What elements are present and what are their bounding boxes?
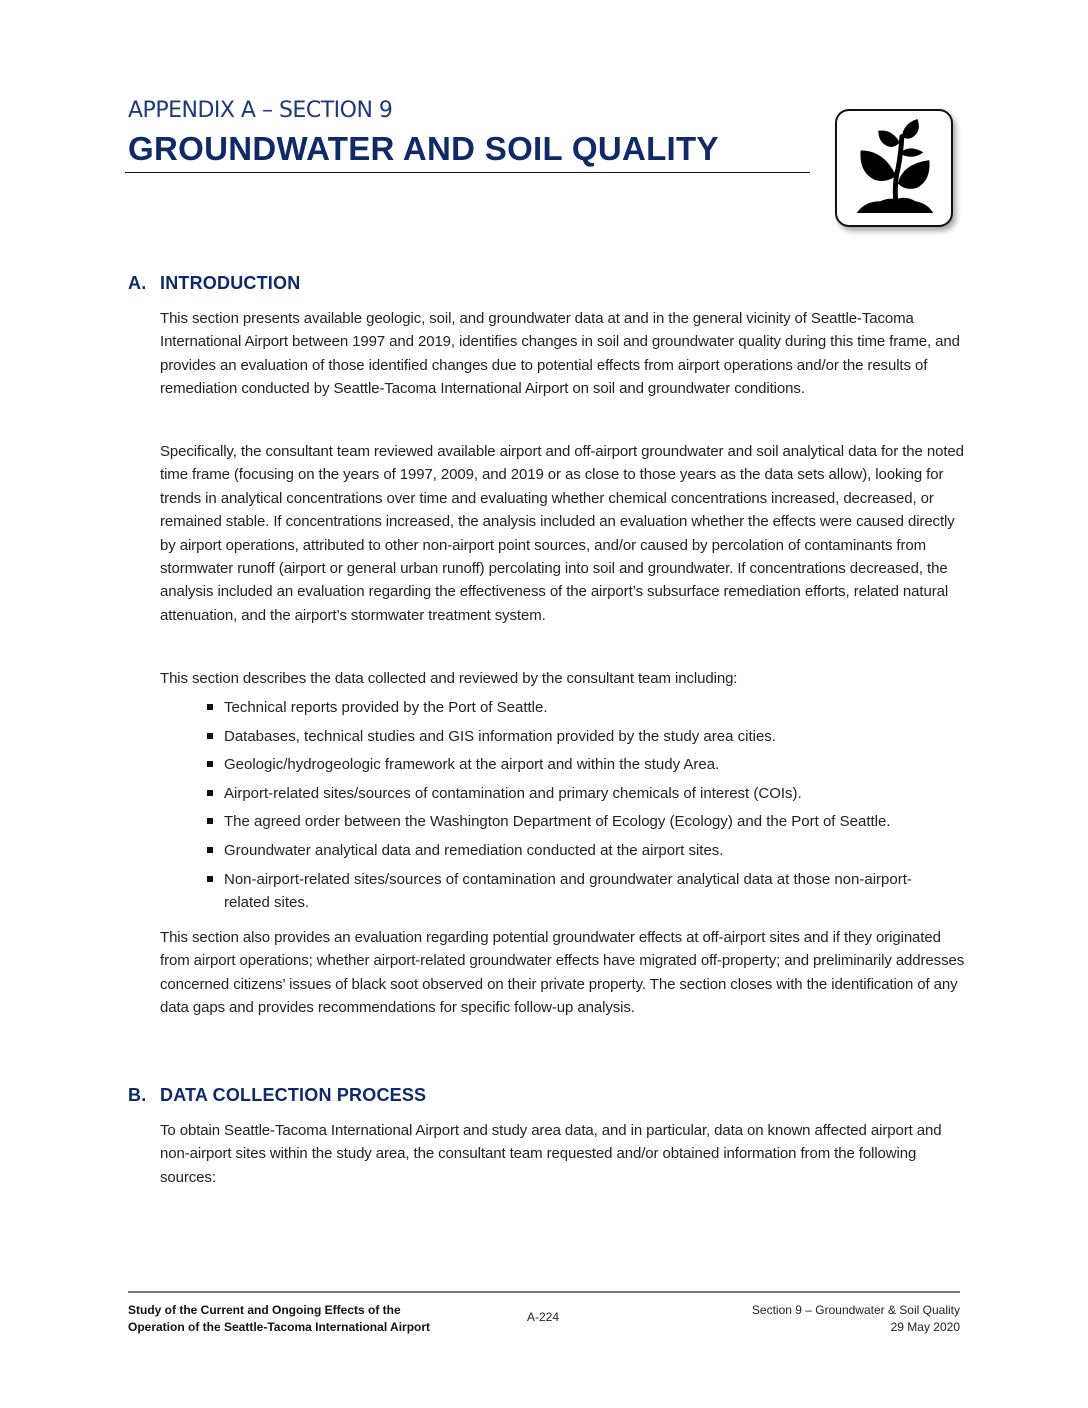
intro-paragraph-3: This section describes the data collected and reviewed by the consultant team including: <box>160 670 738 687</box>
list-item: Non-airport-related sites/sources of contamination and groundwater analytical data at those non-airport-related sites. <box>205 868 945 915</box>
appendix-kicker: APPENDIX A – SECTION 9 <box>128 98 393 123</box>
square-bullet-icon <box>207 704 213 710</box>
square-bullet-icon <box>207 790 213 796</box>
section-heading-introduction <box>128 273 300 294</box>
square-bullet-icon <box>207 876 213 882</box>
plant-seedling-icon <box>835 109 953 227</box>
footer-section-info: Section 9 – Groundwater & Soil Quality 29 May 2020 <box>751 1303 960 1334</box>
square-bullet-icon <box>207 818 213 824</box>
section-heading-data-collection <box>128 1085 426 1106</box>
section-letter: B. <box>128 1085 147 1105</box>
list-item: Technical reports provided by the Port of Seattle. <box>205 696 945 719</box>
data-sources-list <box>205 696 945 920</box>
list-item: Airport-related sites/sources of contamination and primary chemicals of interest (COIs). <box>205 782 945 805</box>
page-title: GROUNDWATER AND SOIL QUALITY <box>128 130 719 167</box>
footer-study-title: Study of the Current and Ongoing Effects of the Operation of the Seattle-Tacoma International Airport <box>128 1303 431 1334</box>
square-bullet-icon <box>207 761 213 767</box>
data-collection-paragraph: To obtain Seattle-Tacoma International Airport and study area data, and in particular, data on known affected airport and non-airport sites within the study area, the consultant team requested and/or obtained information from the following sources: <box>160 1122 942 1186</box>
page-number: A-224 <box>527 1310 560 1324</box>
list-item: Geologic/hydrogeologic framework at the airport and within the study Area. <box>205 753 945 776</box>
square-bullet-icon <box>207 847 213 853</box>
list-item: Groundwater analytical data and remediation conducted at the airport sites. <box>205 839 945 862</box>
square-bullet-icon <box>207 733 213 739</box>
section-letter: A. <box>128 273 147 293</box>
footer-divider <box>128 1291 960 1293</box>
section-title: DATA COLLECTION PROCESS <box>160 1085 427 1105</box>
list-item: Databases, technical studies and GIS information provided by the study area cities. <box>205 725 945 748</box>
intro-closing-paragraph: This section also provides an evaluation regarding potential groundwater effects at off-airport sites and if they originated from airport operations; whether airport-related groundwater effects have migrated off-property; and preliminarily addresses concerned citizens’ issues of black soot observed on their private property. The section closes with the identification of any data gaps and provides recommendations for specific follow-up analysis. <box>160 929 965 1017</box>
title-underline <box>125 172 810 173</box>
list-item: The agreed order between the Washington Department of Ecology (Ecology) and the Port of Seattle. <box>205 810 945 833</box>
intro-paragraph-1: This section presents available geologic, soil, and groundwater data at and in the general vicinity of Seattle-Tacoma International Airport between 1997 and 2019, identifies changes in soil and groundwater quality during this time frame, and provides an evaluation of those identified changes due to potential effects from airport operations and/or the results of remediation conducted by Seattle-Tacoma International Airport on soil and groundwater conditions. <box>160 310 960 398</box>
intro-paragraph-2: Specifically, the consultant team reviewed available airport and off-airport groundwater and soil analytical data for the noted time frame (focusing on the years of 1997, 2009, and 2019 or as close to those years as the data sets allow), looking for trends in analytical concentrations over time and evaluating whether chemical concentrations increased, decreased, or remained stable. If concentrations increased, the analysis included an evaluation whether the effects were caused directly by airport operations, attributed to other non-airport point sources, and/or caused by percolation of contaminants from stormwater runoff (airport or general urban runoff) percolating into soil and groundwater. If concentrations decreased, the analysis included an evaluation regarding the effectiveness of the airport’s subsurface remediation efforts, related natural attenuation, and the airport’s stormwater treatment system. <box>160 443 964 624</box>
footer-date: 29 May 2020 <box>890 1320 960 1334</box>
section-title: INTRODUCTION <box>160 273 301 293</box>
